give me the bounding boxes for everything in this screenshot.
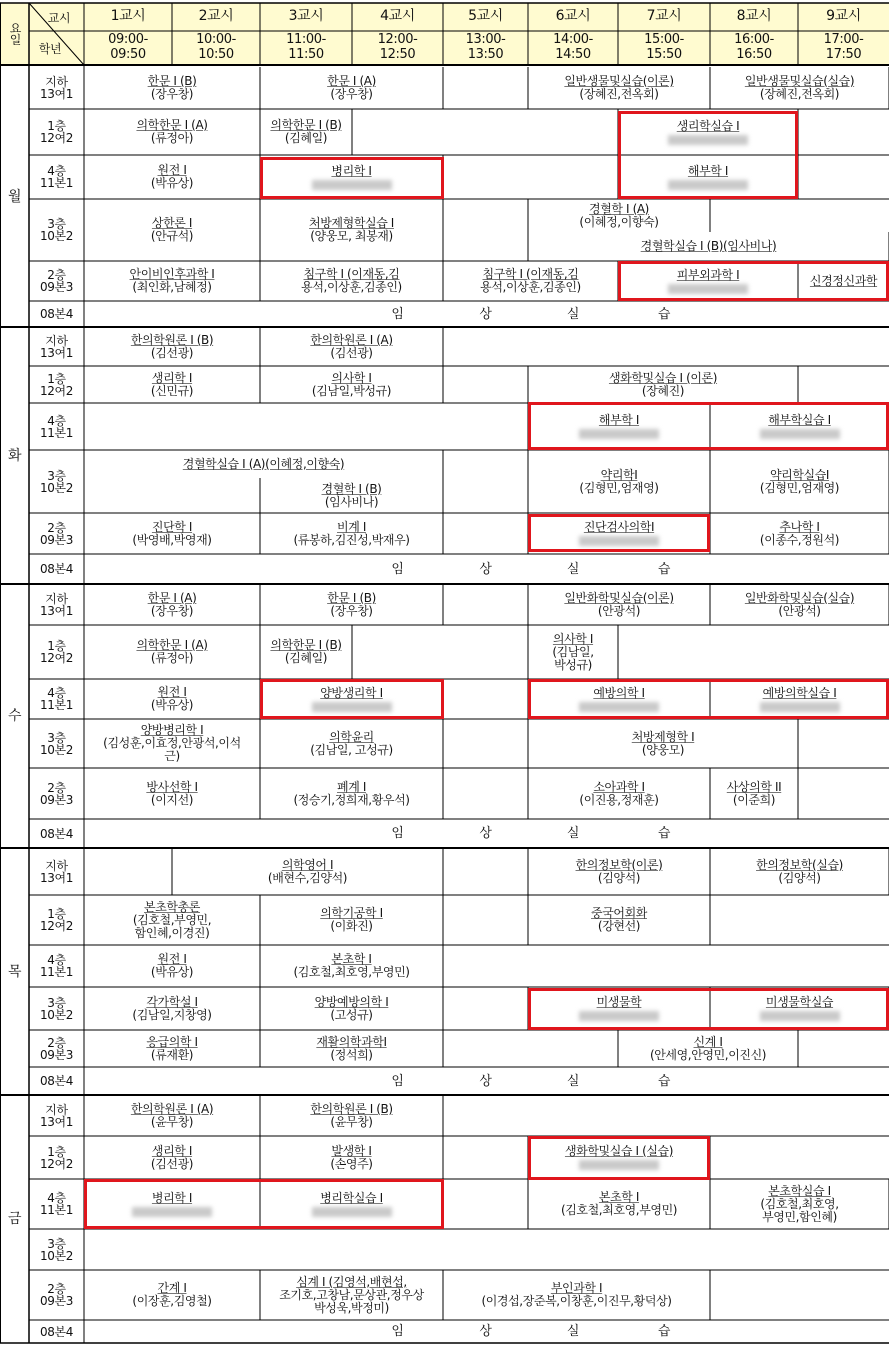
course-title: 미생물학 <box>596 995 642 1009</box>
course-instructor: (장우창) <box>330 604 373 618</box>
course-instructor: (류정아) <box>150 131 194 145</box>
course-instructor: (장우창) <box>150 87 194 101</box>
course-instructor: 용석,이상훈,김종인) <box>480 280 581 294</box>
course-instructor: (김형민,엄재영) <box>579 480 659 495</box>
course-instructor: (윤무창) <box>330 1115 373 1129</box>
course-instructor: (장우창) <box>150 604 194 618</box>
period-time2: 11:50 <box>288 47 324 62</box>
course-instructor: (이장훈,김영철) <box>132 1294 212 1308</box>
course-title: 의학기공학 I <box>320 906 383 920</box>
course-title: 각가학설 I <box>146 994 198 1009</box>
course-instructor: (장혜진,전옥회) <box>759 87 840 101</box>
course-title: 비계 I <box>337 519 366 534</box>
course-title: 본초학 I <box>331 952 372 966</box>
room-code: 11본1 <box>40 698 73 712</box>
period-header-label: 1교시 <box>110 8 146 24</box>
corner-grade-label: 학년 <box>38 41 62 56</box>
course-instructor: (장혜진) <box>641 383 685 398</box>
room-code: 10본2 <box>40 742 73 757</box>
course-title: 소아과학 I <box>593 779 645 794</box>
room-code: 09본3 <box>40 792 73 807</box>
course-title: 미생물학실습 <box>765 995 834 1009</box>
clinical-practice-char: 상 <box>479 1324 492 1339</box>
course-title: 한의학원론 I (B) <box>310 1102 393 1116</box>
course-instructor: 박성규) <box>554 657 592 672</box>
room-floor: 2층 <box>47 268 66 282</box>
course-instructor: (양웅모, 최봉재) <box>310 229 393 243</box>
room-floor: 4층 <box>47 164 66 178</box>
course-title: 일반화학및실습(이론) <box>564 591 674 605</box>
clinical-practice-char: 실 <box>566 561 580 577</box>
course-title: 처방제형학 I <box>631 729 695 744</box>
period-time2: 09:50 <box>110 47 146 62</box>
period-header-label: 6교시 <box>555 8 591 24</box>
room-code: 13여1 <box>40 1115 73 1129</box>
course-title: 병리학실습 I <box>320 1190 383 1205</box>
clinical-practice-char: 습 <box>657 1073 671 1089</box>
course-instructor: (김남일,지창영) <box>132 1007 212 1022</box>
course-title: 생리학 I <box>151 1143 193 1158</box>
course-title: 한의학원론 I (B) <box>130 333 214 347</box>
clinical-practice-char: 임 <box>391 306 404 322</box>
room-floor: 지하 <box>45 592 68 606</box>
course-instructor: (박영배,박영재) <box>132 532 212 547</box>
room-code: 13여1 <box>40 346 73 360</box>
course-title: 원전 I <box>157 685 187 699</box>
course-title: 심계 I (김영석,배현섭, <box>296 1274 407 1289</box>
clinical-practice-char: 임 <box>391 1073 404 1089</box>
period-time2: 14:50 <box>555 47 591 62</box>
course-instructor: (김남일, 고성규) <box>310 742 393 757</box>
course-title: 처방제형학실습 I <box>309 216 394 230</box>
course-title: 양방생리학 I <box>320 685 383 700</box>
period-time1: 11:00- <box>286 32 326 47</box>
period-header-label: 8교시 <box>736 8 772 24</box>
room-code: 11본1 <box>40 965 73 979</box>
course-title: 경혈학실습 I (B)(임사비나) <box>640 239 777 253</box>
course-instructor: (김선광) <box>330 346 373 360</box>
period-time1: 13:00- <box>465 32 506 47</box>
room-code: 13여1 <box>40 87 73 101</box>
room-floor: 1층 <box>47 371 66 386</box>
course-instructor: (류재환) <box>150 1047 194 1062</box>
course-title: 해부학실습 I <box>768 413 831 427</box>
room-floor: 08본4 <box>40 1074 73 1088</box>
course-title: 생화학및실습 I (실습) <box>564 1144 674 1158</box>
course-title: 안이비인후과학 I <box>129 267 215 281</box>
period-header-label: 7교시 <box>646 8 682 24</box>
period-time2: 13:50 <box>467 47 504 62</box>
clinical-practice-char: 임 <box>391 1324 404 1339</box>
day-label-thu: 목 <box>7 963 22 980</box>
clinical-practice-char: 상 <box>479 306 492 322</box>
room-floor: 08본4 <box>40 1324 73 1339</box>
room-code: 11본1 <box>40 1203 73 1217</box>
room-code: 12여2 <box>40 651 73 665</box>
course-title: 방사선학 I <box>146 779 198 794</box>
room-code: 09본3 <box>40 1047 73 1062</box>
room-floor: 지하 <box>45 334 68 348</box>
course-instructor: (신민규) <box>150 383 194 398</box>
period-time2: 17:50 <box>825 47 862 62</box>
course-title: 의사학 I <box>331 370 372 385</box>
course-title: 일반생물및실습(실습) <box>744 74 855 88</box>
room-floor: 2층 <box>47 780 66 795</box>
course-instructor: (김양석) <box>597 871 641 885</box>
clinical-practice-char: 상 <box>479 826 492 841</box>
period-time1: 16:00- <box>734 32 774 47</box>
room-code: 12여2 <box>40 919 73 933</box>
room-floor: 1층 <box>47 119 66 133</box>
room-floor: 4층 <box>47 686 66 700</box>
period-time2: 15:50 <box>646 47 682 62</box>
clinical-practice-char: 실 <box>566 1324 580 1339</box>
course-title: 생화학및실습 I (이론) <box>608 370 718 385</box>
course-instructor: 조기호,고창남,문상관,정우상 <box>279 1287 424 1302</box>
clinical-practice-char: 실 <box>566 826 580 841</box>
course-title: 사상의학 II <box>726 779 782 794</box>
course-instructor: (김혜일) <box>284 131 328 145</box>
course-instructor: (김선광) <box>150 346 194 360</box>
course-title: 발생학 I <box>331 1143 372 1158</box>
course-title: 본초학실습 I <box>768 1183 831 1198</box>
course-title: 약리학실습I <box>769 467 830 482</box>
course-title: 응급의학 I <box>146 1034 198 1049</box>
course-instructor: (양웅모) <box>641 742 685 757</box>
course-title: 생리학실습 I <box>676 118 740 133</box>
room-floor: 2층 <box>47 1035 66 1050</box>
course-title: 부인과학 I <box>550 1281 603 1295</box>
course-title: 일반화학및실습(실습) <box>744 591 855 605</box>
room-floor: 4층 <box>47 953 66 967</box>
course-title: 신경정신과학 <box>809 273 878 288</box>
grid-line <box>29 3 84 65</box>
clinical-practice-char: 습 <box>657 1324 671 1339</box>
course-instructor: (김혜일) <box>284 651 328 665</box>
room-floor: 지하 <box>45 1103 68 1117</box>
course-instructor: (김양석) <box>778 871 821 885</box>
course-instructor: (김호철,최호영,부영민) <box>293 965 410 979</box>
course-title: 병리학 I <box>151 1190 193 1205</box>
course-instructor: (이화진) <box>330 919 373 933</box>
course-title: 한문 I (B) <box>327 591 376 605</box>
course-instructor: (손영주) <box>330 1156 373 1171</box>
period-time1: 10:00- <box>196 32 236 47</box>
room-code: 12여2 <box>40 131 73 145</box>
period-header-label: 5교시 <box>468 8 503 24</box>
course-instructor: (장혜진,전옥회) <box>579 87 659 101</box>
room-floor: 지하 <box>45 75 68 89</box>
room-floor: 08본4 <box>40 826 73 841</box>
course-instructor: (안광석) <box>597 604 641 618</box>
course-title: 진단검사의학I <box>583 520 655 534</box>
course-title: 한의정보학(이론) <box>575 858 663 872</box>
course-title: 신계 I <box>693 1034 723 1049</box>
course-title: 한의학원론 I (A) <box>130 1102 214 1116</box>
course-title: 침구학 I (이재동,김 <box>482 267 579 281</box>
room-code: 10본2 <box>40 1248 73 1263</box>
room-floor: 08본4 <box>40 562 73 576</box>
clinical-practice-char: 임 <box>391 826 404 841</box>
period-header-label: 3교시 <box>288 8 324 24</box>
course-title: 해부학 I <box>598 413 640 427</box>
clinical-practice-char: 습 <box>657 826 671 841</box>
course-title: 중국어회화 <box>591 906 647 920</box>
course-instructor: (이준희) <box>732 792 776 807</box>
course-title: 원전 I <box>157 163 187 177</box>
course-title: 의학윤리 <box>329 729 374 744</box>
clinical-practice-char: 습 <box>657 306 671 322</box>
course-instructor: (김성훈,이효정,안광석,이석 <box>103 736 241 750</box>
period-header-label: 4교시 <box>380 8 415 24</box>
course-instructor: (강현선) <box>597 919 641 933</box>
course-title: 경혈학 I (A) <box>589 201 649 216</box>
course-instructor: (김선광) <box>150 1156 194 1171</box>
course-title: 병리학 I <box>331 163 372 178</box>
course-title: 간계 I <box>157 1281 187 1295</box>
course-instructor: (이지선) <box>150 792 194 807</box>
course-title: 본초학 I <box>598 1190 640 1204</box>
room-floor: 4층 <box>47 1191 66 1205</box>
day-label-fri: 금 <box>7 1211 22 1227</box>
course-instructor: (김남일, <box>552 644 594 659</box>
period-time1: 17:00- <box>823 32 864 47</box>
course-title: 재활의학과학I <box>316 1034 387 1049</box>
room-code: 09본3 <box>40 532 73 547</box>
room-code: 13여1 <box>40 604 73 618</box>
course-instructor: (윤무창) <box>150 1115 194 1129</box>
course-instructor: (김남일,박성규) <box>311 383 392 398</box>
course-title: 진단학 I <box>151 519 193 534</box>
room-code: 12여2 <box>40 1156 73 1171</box>
period-time1: 12:00- <box>377 32 418 47</box>
room-code: 09본3 <box>40 1294 73 1308</box>
day-label-wed: 수 <box>7 708 22 724</box>
course-title: 생리학 I <box>151 370 193 385</box>
clinical-practice-char: 실 <box>566 306 580 322</box>
period-time1: 09:00- <box>108 32 148 47</box>
room-floor: 2층 <box>47 1282 66 1296</box>
course-instructor: (안세영,안영민,이진신) <box>649 1047 767 1062</box>
room-code: 12여2 <box>40 383 73 398</box>
room-floor: 1층 <box>47 907 66 921</box>
period-time1: 14:00- <box>553 32 593 47</box>
course-instructor: 함인혜,이경진) <box>134 925 210 940</box>
course-instructor: (정석희) <box>330 1047 373 1062</box>
course-title: 원전 I <box>157 952 187 966</box>
course-title: 의학한문 I (B) <box>270 118 342 132</box>
period-header-label: 2교시 <box>198 8 234 24</box>
room-code: 11본1 <box>40 425 73 440</box>
course-instructor: (박유상) <box>150 176 194 190</box>
course-instructor: (류정아) <box>150 651 194 665</box>
course-instructor: (안규석) <box>150 229 194 243</box>
course-instructor: (임사비나) <box>324 494 379 509</box>
course-title: 의학한문 I (A) <box>136 118 208 132</box>
clinical-practice-char: 상 <box>479 561 492 577</box>
course-title: 양방병리학 I <box>140 723 204 737</box>
course-title: 약리학I <box>600 467 638 482</box>
course-instructor: (정승기,정희재,황우석) <box>293 792 410 807</box>
course-title: 한문 I (A) <box>327 74 376 88</box>
course-title: 경혈학실습 I (A)(이혜정,이향숙) <box>182 456 345 471</box>
course-title: 침구학 I (이재동,김 <box>303 267 400 281</box>
room-floor: 3층 <box>47 730 66 745</box>
course-instructor: (김형민,엄재영) <box>759 480 840 495</box>
room-code: 10본2 <box>40 1007 73 1022</box>
course-title: 한문 I (B) <box>147 74 197 88</box>
course-instructor: 박성욱,박정미) <box>314 1300 389 1315</box>
course-instructor: (장우창) <box>330 87 373 101</box>
course-title: 한문 I (A) <box>147 591 197 605</box>
course-instructor: (고성규) <box>330 1007 373 1022</box>
room-code: 09본3 <box>40 280 73 294</box>
course-instructor: (이혜정,이향숙) <box>579 214 659 229</box>
course-instructor: 용석,이상훈,김종인) <box>301 280 402 294</box>
course-instructor: (김호철,최호영, <box>760 1196 839 1211</box>
course-title: 해부학 I <box>687 163 729 178</box>
room-floor: 3층 <box>47 217 66 231</box>
course-instructor: (박유상) <box>150 698 194 712</box>
weekday-axis-label: 요일 <box>8 22 22 46</box>
room-floor: 3층 <box>47 1236 66 1251</box>
room-floor: 3층 <box>47 995 66 1010</box>
room-floor: 지하 <box>45 859 68 873</box>
course-instructor: (박유상) <box>150 965 194 979</box>
room-floor: 2층 <box>47 520 66 535</box>
course-instructor: (배현수,김양석) <box>267 871 348 885</box>
room-code: 10본2 <box>40 480 73 495</box>
corner-period-label: 교시 <box>47 10 71 25</box>
course-title: 한의정보학(실습) <box>756 858 843 872</box>
room-floor: 4층 <box>47 413 66 428</box>
period-header-label: 9교시 <box>826 8 861 24</box>
room-floor: 1층 <box>47 639 66 653</box>
clinical-practice-char: 상 <box>479 1073 492 1089</box>
period-time1: 15:00- <box>644 32 684 47</box>
course-instructor: (김호철,최호영,부영민) <box>560 1203 678 1217</box>
course-instructor: (김호철,부영민, <box>132 912 212 927</box>
course-title: 의학한문 I (B) <box>270 638 342 652</box>
room-floor: 1층 <box>47 1144 66 1159</box>
period-time2: 12:50 <box>379 47 416 62</box>
clinical-practice-char: 습 <box>657 561 671 577</box>
course-title: 예방의학 I <box>593 685 645 700</box>
room-floor: 08본4 <box>40 307 73 321</box>
course-title: 한의학원론 I (A) <box>310 333 393 347</box>
course-instructor: (안광석) <box>778 604 821 618</box>
course-title: 양방예방의학 I <box>314 994 389 1009</box>
course-instructor: (이경섭,장준복,이창훈,이진무,황덕상) <box>481 1294 672 1308</box>
course-title: 폐계 I <box>337 779 366 794</box>
course-instructor: (이종수,정원석) <box>759 532 840 547</box>
period-time2: 10:50 <box>198 47 234 62</box>
course-instructor: (최인화,남혜정) <box>132 280 212 294</box>
course-title: 일반생물및실습(이론) <box>564 74 674 88</box>
course-instructor: 근) <box>164 749 180 763</box>
course-title: 피부외과학 I <box>676 267 740 282</box>
room-code: 13여1 <box>40 871 73 885</box>
course-title: 예방의학실습 I <box>762 685 837 700</box>
room-floor: 3층 <box>47 468 66 483</box>
room-code: 11본1 <box>40 176 73 190</box>
day-label-mon: 월 <box>7 188 22 205</box>
period-time2: 16:50 <box>736 47 772 62</box>
room-code: 10본2 <box>40 229 73 243</box>
course-instructor: (류봉하,김진성,박재우) <box>293 532 410 547</box>
course-instructor: (이진용,정재훈) <box>579 792 659 807</box>
course-title: 추나학 I <box>779 519 820 534</box>
course-title: 경혈학 I (B) <box>321 481 382 496</box>
course-title: 의학영어 I <box>281 858 334 872</box>
clinical-practice-char: 실 <box>566 1073 580 1089</box>
course-title: 상한론 I <box>151 216 193 230</box>
clinical-practice-char: 임 <box>391 561 404 577</box>
course-title: 의사학 I <box>552 631 594 646</box>
course-instructor: 부영민,함인혜) <box>762 1209 837 1224</box>
day-label-tue: 화 <box>7 447 22 464</box>
course-title: 본초학총론 <box>144 899 200 914</box>
course-title: 의학한문 I (A) <box>136 638 208 652</box>
